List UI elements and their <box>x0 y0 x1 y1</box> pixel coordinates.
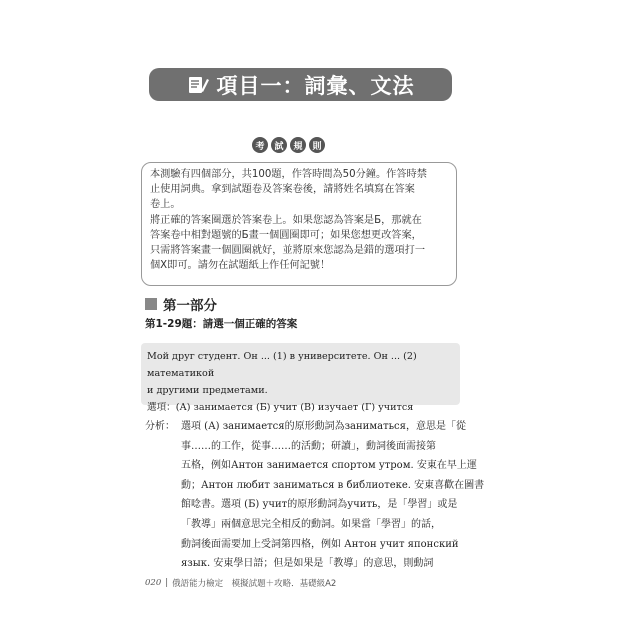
pencil-paper-icon <box>187 74 209 96</box>
rules-line: 答案卷中相對題號的Б畫一個圓圈即可；如果您想更改答案， <box>150 229 422 241</box>
analysis-line: 館唸書。選項 (Б) учит的原形動詞為учить，是「學習」或是 <box>181 499 458 511</box>
analysis-line: 事……的工作，從事……的活動；研讀」，動詞後面需接第 <box>181 440 436 452</box>
analysis-line: 動詞後面需要加上受詞第四格，例如 Антон учит японский <box>181 538 459 550</box>
exam-rules-box <box>141 162 457 286</box>
chapter-title: 項目一：詞彙、文法 <box>216 73 415 98</box>
analysis-line: 選項 (А) занимается的原形動詞為заниматься，意思是「從 <box>181 421 466 432</box>
analysis-line: 「教導」兩個意思完全相反的動詞。如果當「學習」的話， <box>181 518 441 530</box>
rules-line: 卷上。 <box>150 199 181 211</box>
book-title: 俄語能力檢定 模擬試題＋攻略．基礎級A2 <box>172 579 337 589</box>
analysis-line: язык. 安東學日語；但是如果是「教導」的意思，則動詞 <box>181 558 434 570</box>
rules-line: 個X即可。請勿在試題紙上作任何記號！ <box>150 260 331 272</box>
section-heading <box>145 294 217 314</box>
rules-line: 本測驗有四個部分，共100題，作答時間為50分鐘。作答時禁 <box>150 169 427 180</box>
footer-divider: | <box>165 578 169 588</box>
rules-line: 止使用詞典。拿到試題卷及答案卷後，請將姓名填寫在答案 <box>150 184 415 196</box>
question-line: Мой друг студент. Он ... (1) в университете. Он ... (2) математикой <box>147 351 417 379</box>
analysis-label: 分析： <box>145 421 175 432</box>
section-title: 第一部分 <box>163 298 217 314</box>
question-box <box>141 343 460 413</box>
exam-rules-heading <box>252 137 325 153</box>
analysis-line: 五格，例如Антон занимается спортом утром. 安東在早上運 <box>181 460 477 472</box>
chapter-banner <box>149 68 452 101</box>
analysis-line: 動；Антон любит заниматься в библиотеке. 安東喜歡在圖書 <box>181 479 485 491</box>
square-bullet-icon <box>145 298 157 310</box>
section-subtitle: 第1-29題：請選一個正確的答案 <box>145 318 298 330</box>
rules-heading-char: 規 <box>290 137 306 153</box>
page-footer <box>145 577 336 589</box>
rules-heading-char: 則 <box>309 137 325 153</box>
rules-line: 只需將答案畫一個圓圈就好，並將原來您認為是錯的選項打一 <box>150 245 426 257</box>
question-options: 選項：(А) занимается (Б) учит (В) изучает (Г) учится <box>147 402 414 413</box>
page-number: 020 <box>145 578 162 588</box>
rules-heading-char: 試 <box>271 137 287 153</box>
rules-line: 將正確的答案圈選於答案卷上。如果您認為答案是Б，那就在 <box>150 214 422 226</box>
rules-heading-char: 考 <box>252 137 268 153</box>
analysis-body <box>181 417 485 574</box>
question-line: и другими предметами. <box>147 385 268 396</box>
